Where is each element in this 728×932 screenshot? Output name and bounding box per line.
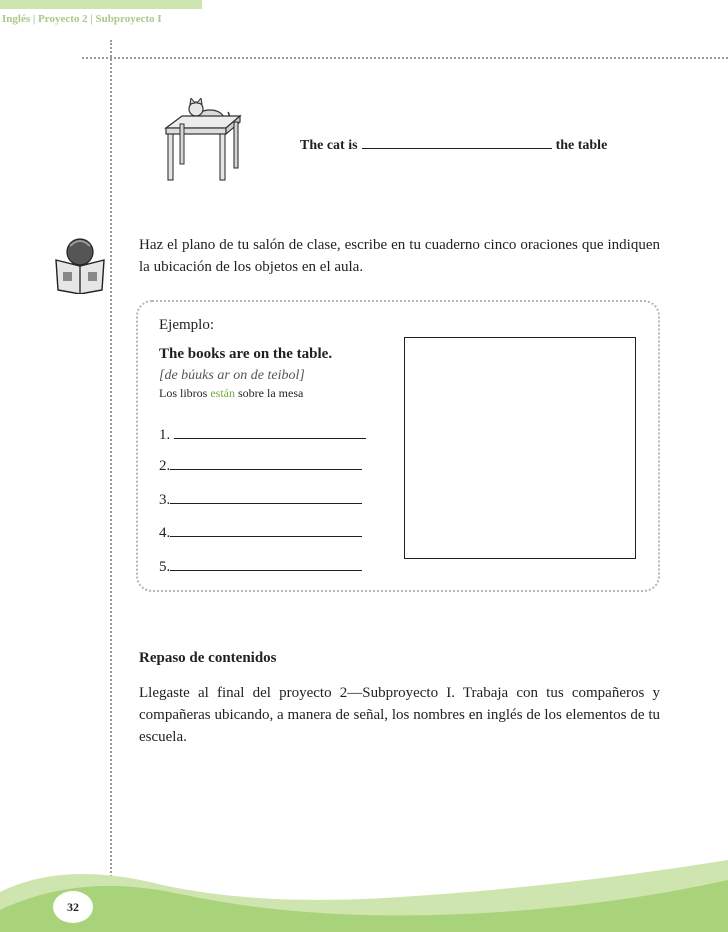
review-paragraph: Llegaste al final del proyecto 2—Subproyecto I. Trabaja con tus compañeros y compañeras ubicando, a manera de señal, los nombres en inglés de los elementos de tu escuela. (139, 685, 660, 745)
answer-line-1 (159, 425, 366, 444)
write-line[interactable] (170, 557, 362, 571)
write-line[interactable] (170, 490, 362, 504)
example-pronunciation: [de búuks ar on de teibol] (159, 368, 305, 383)
classroom-plan-frame[interactable] (404, 337, 636, 559)
write-line[interactable] (174, 425, 366, 439)
reading-child-icon (50, 234, 110, 294)
write-line[interactable] (170, 456, 362, 470)
cat-on-table-illustration (158, 98, 248, 188)
answer-line-2 (159, 456, 362, 475)
vertical-dotted-rule (110, 40, 112, 880)
translation-start: Los libros (159, 386, 211, 400)
cat-fill-in-sentence (300, 136, 607, 154)
answer-blank[interactable] (362, 136, 552, 149)
answer-line-5 (159, 557, 362, 576)
example-sentence: The books are on the table. (159, 346, 333, 362)
example-translation (159, 386, 303, 401)
horizontal-dotted-rule (82, 57, 728, 59)
write-line[interactable] (170, 523, 362, 537)
line-number: 3. (159, 492, 171, 508)
line-number: 2. (159, 458, 171, 474)
line-number: 5. (159, 559, 171, 575)
review-title: Repaso de contenidos (139, 650, 277, 666)
answer-line-3 (159, 490, 362, 509)
table-icon (166, 116, 240, 180)
cat-sentence-end: the table (555, 138, 608, 153)
translation-highlight: están (210, 386, 235, 400)
answer-line-4 (159, 523, 362, 542)
footer-wave (0, 852, 728, 932)
cat-sentence-start: The cat is (300, 138, 358, 153)
line-number: 1. (159, 427, 174, 443)
line-number: 4. (159, 525, 171, 541)
instruction-paragraph: Haz el plano de tu salón de clase, escribe en tu cuaderno cinco oraciones que indiquen la ubicación de los objetos en el aula. (139, 237, 660, 275)
page-number: 32 (67, 900, 79, 914)
running-header: Inglés | Proyecto 2 | Subproyecto I (2, 13, 162, 25)
header-bar (0, 0, 202, 9)
example-label: Ejemplo: (159, 317, 214, 333)
translation-end: sobre la mesa (235, 386, 304, 400)
